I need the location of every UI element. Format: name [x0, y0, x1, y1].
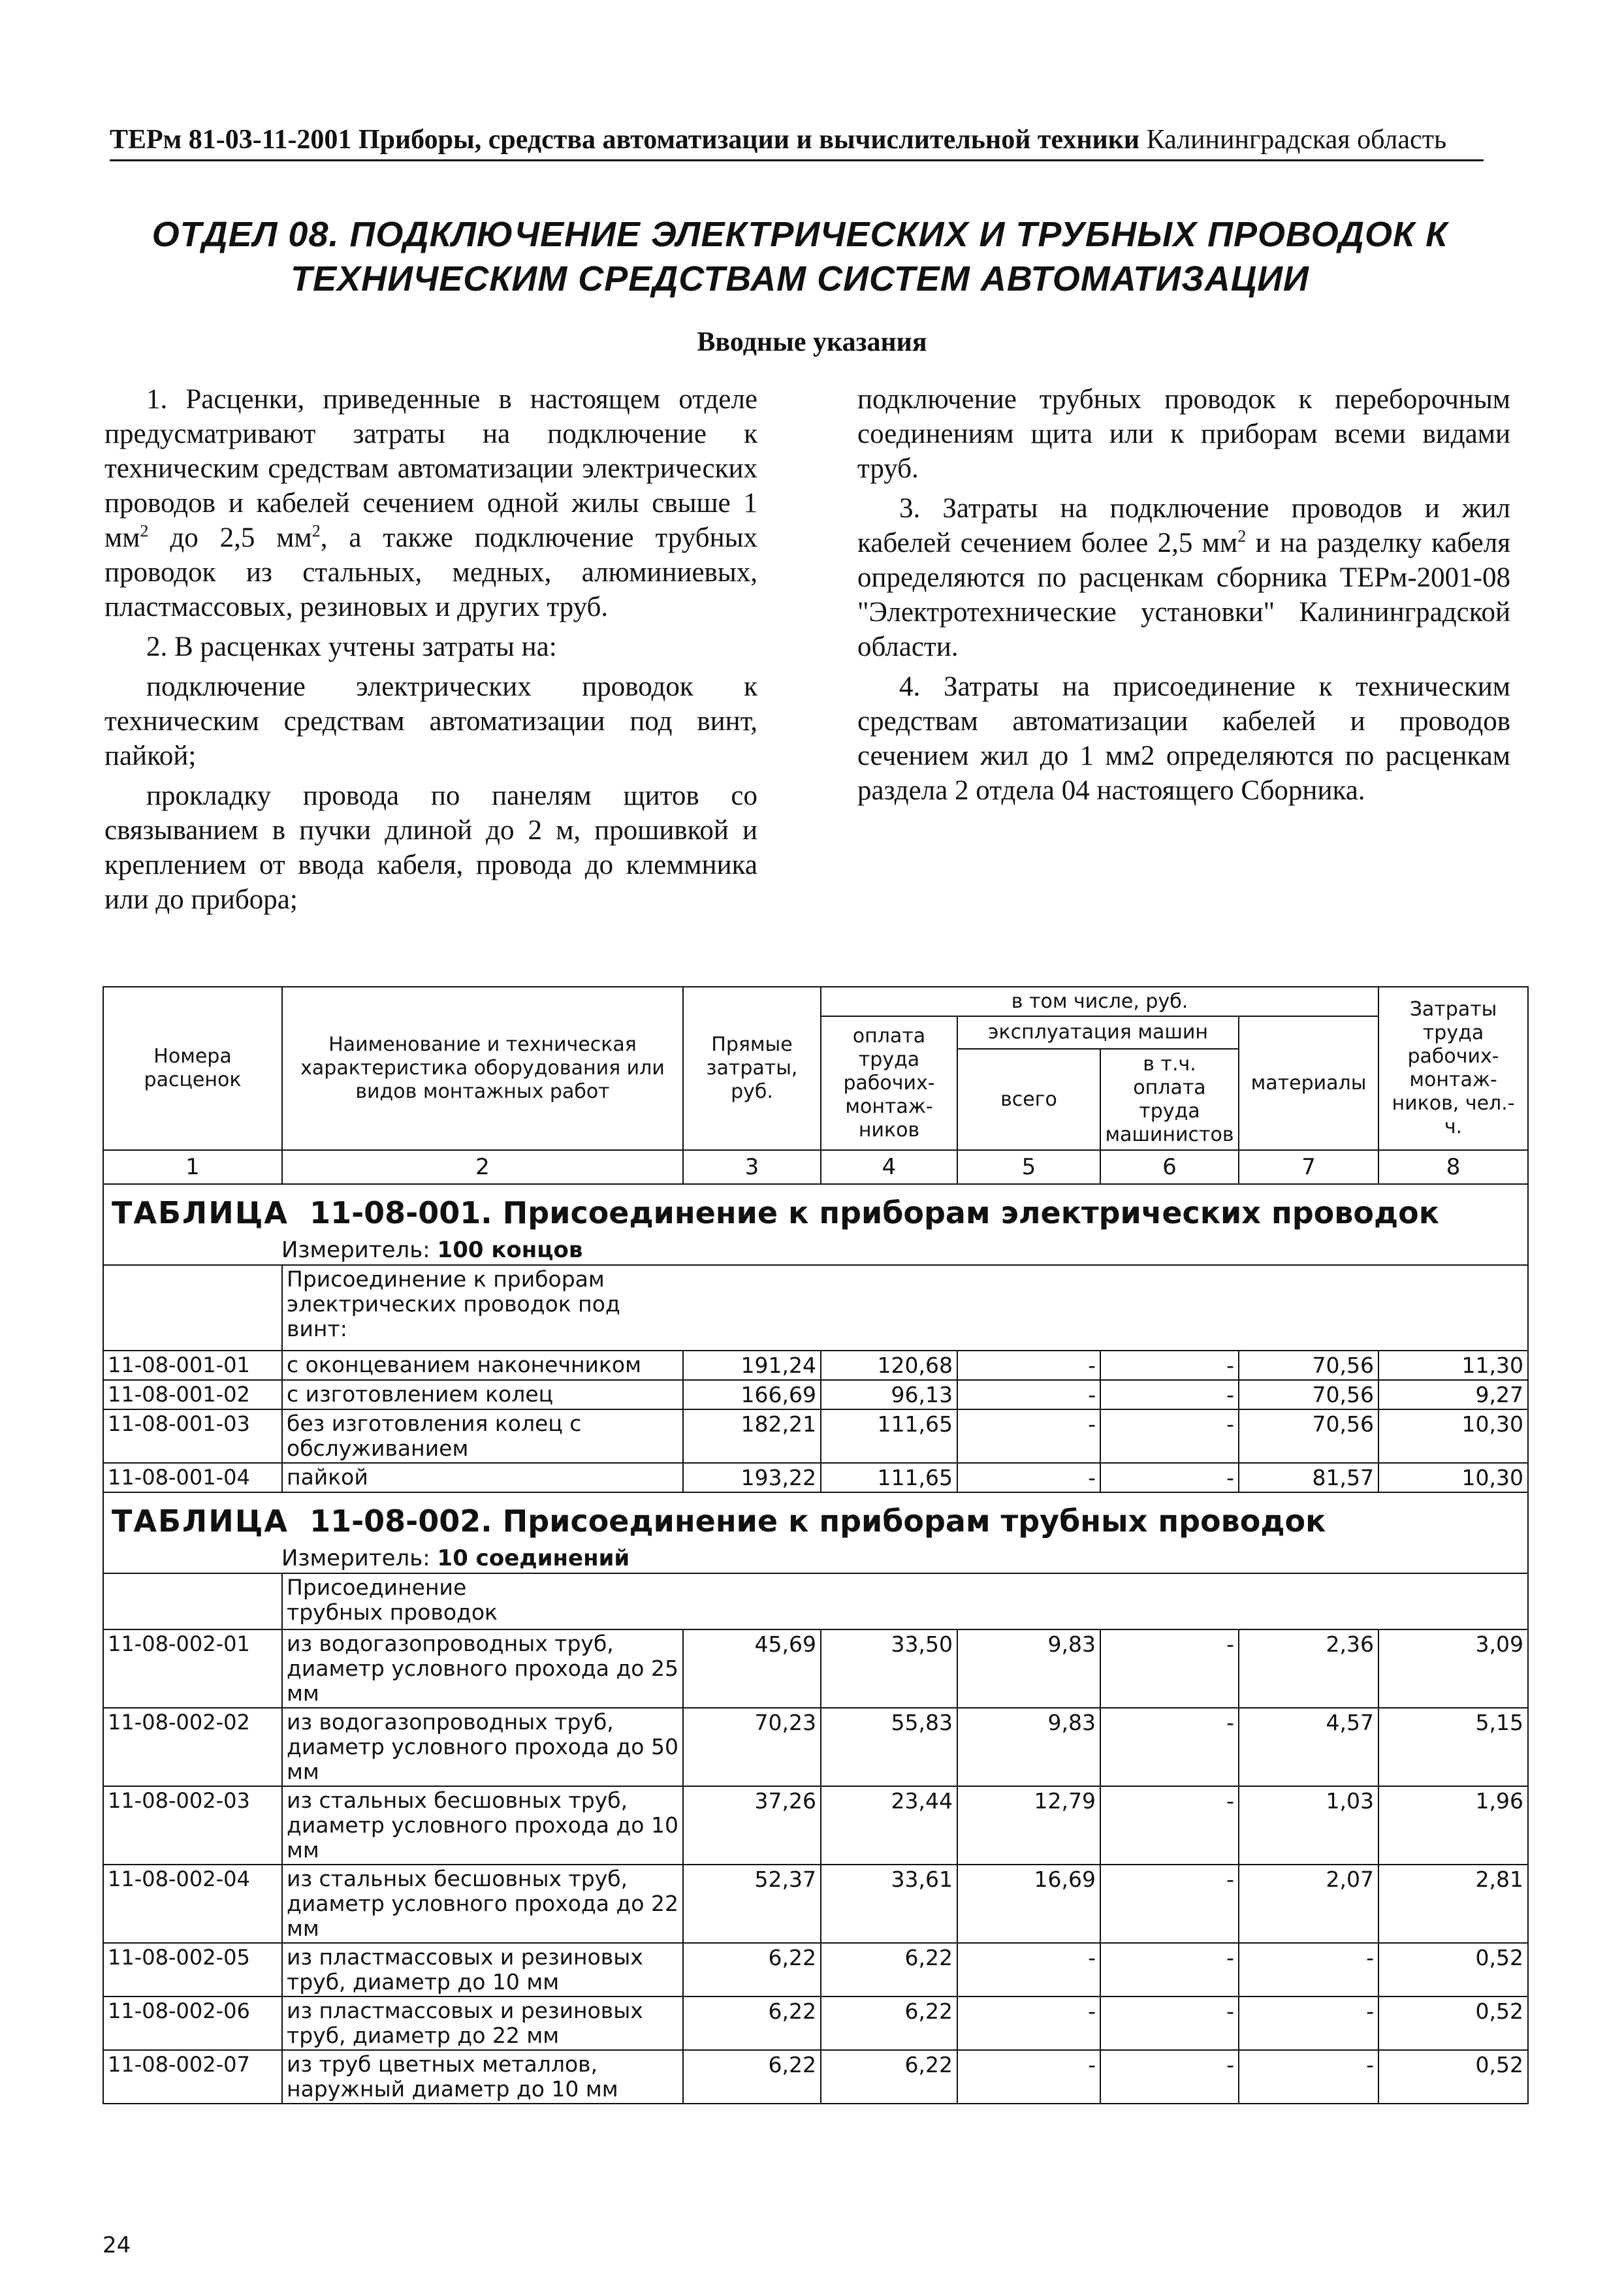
intro-column-right — [857, 382, 1510, 813]
cell-labor: 0,52 — [1378, 2050, 1528, 2104]
cell-code: 11-08-002-02 — [103, 1708, 282, 1786]
cell-materials: 2,36 — [1239, 1629, 1378, 1708]
cell-mach-wages: - — [1100, 1996, 1239, 2050]
intro-paragraph-5: подключение трубных проводок к переборочным соединениям щита или к приборам всеми видами труб. — [857, 384, 1510, 484]
col-header-labor: Затраты труда рабочих-монтаж-ников, чел.-ч. — [1378, 987, 1528, 1150]
cell-code: 11-08-002-07 — [103, 2050, 282, 2104]
cell-materials: 2,07 — [1239, 1865, 1378, 1943]
col-header-machinist-wages: в т.ч. оплата труда машинистов — [1100, 1049, 1239, 1150]
table-row — [103, 1463, 1528, 1492]
cell-materials: - — [1239, 2050, 1378, 2104]
cell-mach: - — [957, 1351, 1100, 1380]
cell-labor: 9,27 — [1378, 1380, 1528, 1409]
cell-wages: 111,65 — [821, 1463, 957, 1492]
cell-mach-wages: - — [1100, 1380, 1239, 1409]
cell-labor: 2,81 — [1378, 1865, 1528, 1943]
table2-meter-row: Измеритель: 10 соединений — [103, 1544, 1528, 1573]
table2-title-row — [103, 1492, 1528, 1544]
table2-title: 11-08-002. Присоединение к приборам трубных проводок — [310, 1503, 1326, 1539]
cell-materials: 4,57 — [1239, 1708, 1378, 1786]
col-header-wages: оплата труда рабочих-монтаж-ников — [821, 1016, 957, 1150]
cell-mach: 12,79 — [957, 1786, 1100, 1865]
cell-code: 11-08-002-04 — [103, 1865, 282, 1943]
cell-labor: 10,30 — [1378, 1409, 1528, 1463]
table1-meter-value: 100 концов — [437, 1237, 583, 1263]
cell-name: из водогазопроводных труб, диаметр условного прохода до 50 мм — [282, 1708, 683, 1786]
cell-name: без изготовления колец с обслуживанием — [282, 1409, 683, 1463]
cell-name: из водогазопроводных труб, диаметр условного прохода до 25 мм — [282, 1629, 683, 1708]
cell-direct: 45,69 — [683, 1629, 821, 1708]
cell-wages: 96,13 — [821, 1380, 957, 1409]
table-row — [103, 2050, 1528, 2104]
col-header-materials: материалы — [1239, 1016, 1378, 1150]
cell-mach-wages: - — [1100, 1409, 1239, 1463]
table-row — [103, 1351, 1528, 1380]
cell-name: из стальных бесшовных труб, диаметр условного прохода до 22 мм — [282, 1865, 683, 1943]
cell-mach-wages: - — [1100, 1463, 1239, 1492]
cell-code: 11-08-002-05 — [103, 1943, 282, 1996]
intro-paragraph-3: подключение электрических проводок к техническим средствам автоматизации под винт, пайкой; — [104, 671, 757, 771]
cell-mach: - — [957, 1380, 1100, 1409]
cell-mach-wages: - — [1100, 1708, 1239, 1786]
table1-title-row — [103, 1184, 1528, 1236]
running-header — [110, 124, 1484, 161]
table-row — [103, 1409, 1528, 1463]
cell-mach: - — [957, 2050, 1100, 2104]
table2-body — [103, 1629, 1528, 2104]
intro-paragraph-7: 4. Затраты на присоединение к техническим средствам автоматизации кабелей и проводов сечением жил до 1 мм2 определяются по расценкам раздела 2 отдела 04 настоящего Сборника. — [857, 671, 1510, 806]
intro-column-left — [104, 382, 757, 922]
cell-name: с оконцеванием наконечником — [282, 1351, 683, 1380]
cell-code: 11-08-002-01 — [103, 1629, 282, 1708]
cell-code: 11-08-001-01 — [103, 1351, 282, 1380]
cell-materials: 70,56 — [1239, 1409, 1378, 1463]
cell-code: 11-08-001-02 — [103, 1380, 282, 1409]
cell-direct: 70,23 — [683, 1708, 821, 1786]
cell-materials: - — [1239, 1943, 1378, 1996]
cell-labor: 3,09 — [1378, 1629, 1528, 1708]
cell-materials: 70,56 — [1239, 1351, 1378, 1380]
table-row — [103, 1708, 1528, 1786]
cell-name: из стальных бесшовных труб, диаметр условного прохода до 10 мм — [282, 1786, 683, 1865]
cell-mach: 9,83 — [957, 1629, 1100, 1708]
section-title-line1: ОТДЕЛ 08. ПОДКЛЮЧЕНИЕ ЭЛЕКТРИЧЕСКИХ И ТРУБНЫХ ПРОВОДОК К — [151, 215, 1448, 254]
cell-wages: 6,22 — [821, 1943, 957, 1996]
table-row — [103, 1943, 1528, 1996]
cell-labor: 5,15 — [1378, 1708, 1528, 1786]
cell-mach-wages: - — [1100, 1786, 1239, 1865]
col-header-including: в том числе, руб. — [821, 987, 1378, 1016]
cell-name: из пластмассовых и резиновых труб, диаметр до 22 мм — [282, 1996, 683, 2050]
cell-code: 11-08-002-06 — [103, 1996, 282, 2050]
table2-group-row — [103, 1573, 1528, 1629]
table1-title: 11-08-001. Присоединение к приборам электрических проводок — [310, 1195, 1439, 1230]
cell-mach-wages: - — [1100, 2050, 1239, 2104]
cell-wages: 33,61 — [821, 1865, 957, 1943]
cell-wages: 23,44 — [821, 1786, 957, 1865]
cell-direct: 6,22 — [683, 1943, 821, 1996]
cell-name: из труб цветных металлов, наружный диаметр до 10 мм — [282, 2050, 683, 2104]
table-row — [103, 1786, 1528, 1865]
cell-wages: 33,50 — [821, 1629, 957, 1708]
cell-labor: 0,52 — [1378, 1996, 1528, 2050]
cell-direct: 6,22 — [683, 1996, 821, 2050]
section-title — [104, 212, 1495, 301]
cell-labor: 1,96 — [1378, 1786, 1528, 1865]
intro-paragraph-6: 3. Затраты на подключение проводов и жил кабелей сечением более 2,5 $мм^2$ и на разделку кабеля определяются по расценкам сборника ТЕРм-2001-08 "Электротехнические установки" Калининградской области. — [857, 493, 1510, 662]
cell-labor: 0,52 — [1378, 1943, 1528, 1996]
intro-paragraph-2: 2. В расценках учтены затраты на: — [146, 632, 557, 662]
col-header-direct: Прямые затраты, руб. — [683, 987, 821, 1150]
table2-group-label: Присоединение трубных проводок — [282, 1573, 1528, 1629]
intro-paragraph-1: 1. Расценки, приведенные в настоящем отделе предусматривают затраты на подключение к техническим средствам автоматизации электрических проводов и кабелей сечением одной жилы свыше 1 $мм^2$ до 2,5 $мм^2$, а также подключение трубных проводок из стальных, медных, алюминиевых, пластмассовых, резиновых и других труб. — [104, 384, 757, 622]
cell-mach: - — [957, 1409, 1100, 1463]
cell-labor: 10,30 — [1378, 1463, 1528, 1492]
table-row — [103, 1996, 1528, 2050]
cell-name: с изготовлением колец — [282, 1380, 683, 1409]
superscript: 2 — [1237, 526, 1247, 546]
cell-materials: 70,56 — [1239, 1380, 1378, 1409]
page-number: 24 — [103, 2232, 131, 2258]
column-numbers-row: 1 2 3 4 5 6 7 8 — [103, 1150, 1528, 1184]
col-header-code: Номера расценок — [103, 987, 282, 1150]
cell-direct: 166,69 — [683, 1380, 821, 1409]
cell-code: 11-08-001-03 — [103, 1409, 282, 1463]
table1-label: ТАБЛИЦА — [112, 1195, 289, 1230]
table1-body — [103, 1351, 1528, 1492]
table-row — [103, 1865, 1528, 1943]
cell-mach-wages: - — [1100, 1629, 1239, 1708]
header-region: Калининградская область — [1146, 125, 1447, 155]
table2-label: ТАБЛИЦА — [112, 1503, 289, 1539]
cell-materials: 1,03 — [1239, 1786, 1378, 1865]
cell-mach: - — [957, 1943, 1100, 1996]
table1-group-row — [103, 1265, 1528, 1351]
table-row — [103, 1380, 1528, 1409]
cell-wages: 55,83 — [821, 1708, 957, 1786]
superscript: 2 — [311, 521, 321, 541]
table1-meter-row: Измеритель: 100 концов — [103, 1236, 1528, 1265]
header-title: ТЕРм 81-03-11-2001 Приборы, средства автоматизации и вычислительной техники — [110, 125, 1140, 155]
intro-paragraph-4: прокладку провода по панелям щитов со связыванием в пучки длиной до 2 м, прошивкой и креплением от ввода кабеля, провода до клеммника или до прибора; — [104, 780, 757, 915]
col-header-machines-total: всего — [957, 1049, 1100, 1150]
cell-direct: 182,21 — [683, 1409, 821, 1463]
col-header-name: Наименование и техническая характеристика оборудования или видов монтажных работ — [282, 987, 683, 1150]
table-row — [103, 1629, 1528, 1708]
cell-code: 11-08-001-04 — [103, 1463, 282, 1492]
rates-table — [103, 986, 1529, 2104]
cell-wages: 6,22 — [821, 1996, 957, 2050]
cell-direct: 52,37 — [683, 1865, 821, 1943]
cell-wages: 120,68 — [821, 1351, 957, 1380]
cell-direct: 193,22 — [683, 1463, 821, 1492]
cell-direct: 37,26 — [683, 1786, 821, 1865]
cell-mach: 9,83 — [957, 1708, 1100, 1786]
col-header-machines: эксплуатация машин — [957, 1016, 1239, 1049]
cell-mach-wages: - — [1100, 1865, 1239, 1943]
cell-mach: 16,69 — [957, 1865, 1100, 1943]
cell-materials: - — [1239, 1996, 1378, 2050]
cell-code: 11-08-002-03 — [103, 1786, 282, 1865]
cell-materials: 81,57 — [1239, 1463, 1378, 1492]
intro-heading: Вводные указания — [697, 327, 927, 357]
cell-name: из пластмассовых и резиновых труб, диаметр до 10 мм — [282, 1943, 683, 1996]
cell-mach-wages: - — [1100, 1351, 1239, 1380]
cell-name: пайкой — [282, 1463, 683, 1492]
section-title-line2: ТЕХНИЧЕСКИМ СРЕДСТВАМ СИСТЕМ АВТОМАТИЗАЦИИ — [291, 259, 1309, 298]
cell-wages: 111,65 — [821, 1409, 957, 1463]
cell-mach: - — [957, 1463, 1100, 1492]
cell-mach-wages: - — [1100, 1943, 1239, 1996]
superscript: 2 — [140, 521, 149, 541]
cell-labor: 11,30 — [1378, 1351, 1528, 1380]
cell-direct: 6,22 — [683, 2050, 821, 2104]
cell-direct: 191,24 — [683, 1351, 821, 1380]
cell-mach: - — [957, 1996, 1100, 2050]
cell-wages: 6,22 — [821, 2050, 957, 2104]
table1-group-label: Присоединение к приборам электрических проводок под винт: — [282, 1265, 1528, 1351]
table2-meter-value: 10 соединений — [437, 1545, 630, 1571]
